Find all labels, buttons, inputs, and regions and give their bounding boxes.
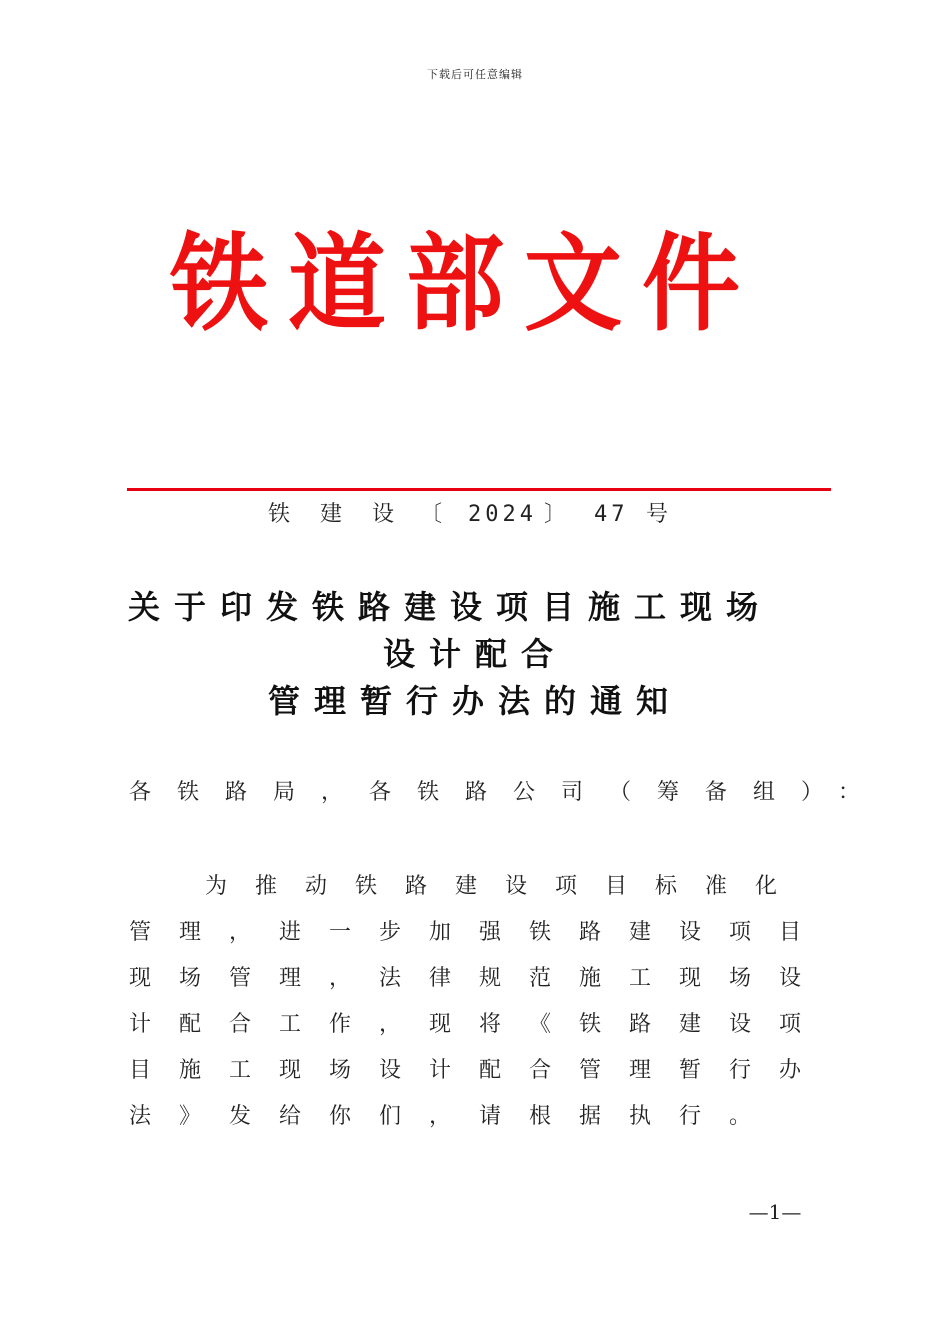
notice-title-line-1: 关于印发铁路建设项目施工现场 [128, 588, 773, 626]
doc-number-close-bracket: 〕 [544, 502, 567, 527]
header-note: 下载后可任意编辑 [427, 68, 523, 81]
body-line: 目施工现场设计配合管理暂行办 [129, 1058, 830, 1083]
notice-title-line-2: 设计配合 [382, 635, 567, 673]
doc-number-open-bracket: 〔 [420, 502, 443, 527]
body-line: 为推动铁路建设项目标准化 [205, 874, 806, 899]
body-line: 管理，进一步加强铁路建设项目 [129, 920, 830, 945]
document-number [268, 499, 688, 531]
body-line: 法》发给你们，请根据执行。 [129, 1104, 780, 1129]
salutation: 各铁路局，各铁路公司（筹备组）： [129, 780, 887, 805]
doc-number-char: 铁 [268, 502, 291, 527]
body-paragraph [129, 864, 830, 1140]
notice-title [120, 584, 830, 725]
issuer-title: 铁道部文件 [169, 223, 760, 347]
doc-number-char: 建 [320, 502, 343, 527]
doc-number-year: 2024 [468, 502, 537, 527]
page-number: —1— [748, 1200, 802, 1224]
doc-number-char: 设 [372, 502, 395, 527]
body-line: 现场管理，法律规范施工现场设 [129, 966, 830, 991]
body-line: 计配合工作，现将《铁路建设项 [129, 1012, 830, 1037]
doc-number-serial: 47 [594, 502, 629, 527]
notice-title-line-3: 管理暂行办法的通知 [267, 682, 682, 720]
doc-number-suffix: 号 [646, 502, 669, 527]
red-divider-rule [127, 488, 831, 491]
